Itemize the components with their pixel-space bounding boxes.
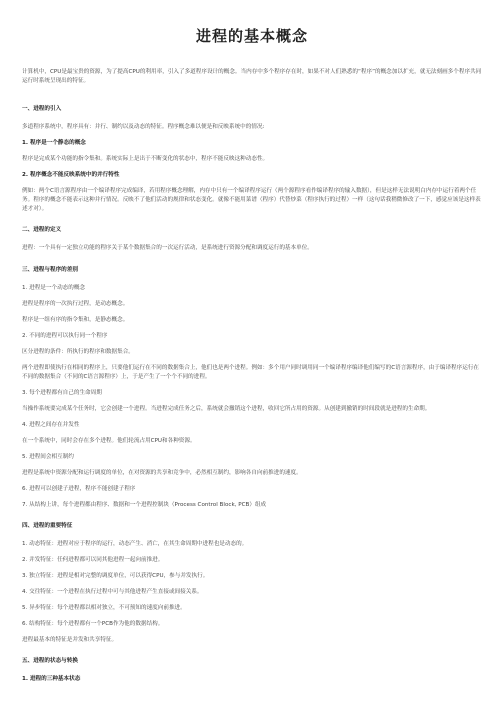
list-item: 3. 每个进程都有自己的生命周期 — [22, 390, 102, 396]
section-text: 进程：一个具有一定独立功能的程序关于某个数据集合的一次运行活动，是系统进行资源分配和调度运行的基本单位。 — [22, 245, 313, 251]
list-item: 进程是系统中资源分配和运行调度的单位，在对资源的共享和竞争中，必然相互制约，影响各自向前推进的速度。 — [22, 470, 302, 476]
section-process-vs-program — [22, 266, 482, 510]
section-heading: 三、进程与程序的差别 — [22, 267, 78, 273]
list-item: 4. 进程之间存在并发性 — [22, 422, 80, 428]
subsection-heading: 1. 程序是一个静态的概念 — [22, 140, 86, 146]
list-item: 进程是程序的一次执行过程，是动态概念。 — [22, 301, 129, 307]
subsection-text: 例如：两个C语言源程序由一个编译程序完成编译，若用程序概念理解，内存中只有一个编译程序运行（两个源程序看作编译程序的输入数据），但是这样无法说明白内存中运行着两个任务。程序的概念不能表示这种并行情况。反映不了他们活动的规律和状态变化。就像不能用菜谱（程序）代替炒菜（程序执行的过程）一样（这句话我稍微修改了一下，感觉应该是这样表述才对）。 — [22, 188, 481, 212]
section-process-definition — [22, 226, 482, 253]
section-heading: 一、进程的引入 — [22, 106, 62, 112]
list-item: 4. 交往特征：一个进程在执行过程中可与其他进程产生直接或间接关系。 — [22, 589, 203, 595]
section-process-introduction — [22, 105, 482, 214]
section-text: 多道程序系统中，程序具有：并行、制约以及动态的特征。程序概念难以便是和反映系统中的情况: — [22, 124, 265, 130]
subsection-heading: 1. 进程的三种基本状态 — [22, 676, 81, 682]
list-item: 6. 结构特征：每个进程都有一个PCB作为他的数据结构。 — [22, 621, 164, 627]
list-item: 2. 并发特征：任何进程都可以同其他进程一起向前推进。 — [22, 557, 164, 563]
list-item: 1. 动态特征：进程对应于程序的运行，动态产生、消亡，在其生命周期中进程也是动态的。 — [22, 541, 248, 547]
section-heading: 四、进程的重要特征 — [22, 523, 73, 529]
page-title: 进程的基本概念 — [195, 27, 308, 45]
list-item: 5. 进程间会相互制约 — [22, 454, 74, 460]
list-item: 5. 异步特征：每个进程都以相对独立，不可预知的速度向前推进。 — [22, 605, 186, 611]
list-item: 在一个系统中，同时会存在多个进程。他们轮流占用CPU和各种资源。 — [22, 438, 196, 444]
list-item: 2. 不同的进程可以执行同一个程序 — [22, 333, 108, 339]
list-item: 7. 从结构上讲，每个进程都由程序、数据和一个进程控制块（Process Control Block, PCB）组成 — [22, 502, 267, 508]
subsection-text: 程序是完成某个功能的指令集和。系统实际上是出于不断变化的状态中，程序不能反映这种动态性。 — [22, 156, 269, 162]
intro-paragraph: 计算机中，CPU是最宝贵的资源，为了提高CPU的利用率，引入了多道程序设计的概念。当内存中多个程序存在时，如果不对人们熟悉的“程序”的概念加以扩充，就无法刻画多个程序共同运行时系统呈现出的特征。 — [22, 69, 482, 84]
section-heading: 五、进程的状态与转换 — [22, 658, 78, 664]
list-item: 进程最基本的特征是并发和共享特征。 — [22, 637, 118, 643]
section-heading: 二、进程的定义 — [22, 227, 62, 233]
section-process-features — [22, 522, 482, 645]
list-item: 两个进程即使执行在相同的程序上，只要他们运行在不同的数据集合上，他们也是两个进程。例如：多个用户同时调用同一个编译程序编译他们编写的C语言源程序，由于编译程序运行在不同的数据集合（不同的C语言源程序）上，于是产生了一个个不同的进程。 — [22, 365, 480, 380]
list-item: 区分进程的条件：所执行的程序和数据集合。 — [22, 349, 134, 355]
list-item: 3. 独立特征：进程是相对完整的调度单位，可以获得CPU，参与并发执行。 — [22, 573, 209, 579]
list-item: 当操作系统要完成某个任务时，它会创建一个进程。当进程完成任务之后，系统就会撤销这个进程，收回它所占用的资源。从创建到撤销的时间段就是进程的生命期。 — [22, 406, 431, 412]
list-item: 1. 进程是一个动态的概念 — [22, 285, 86, 291]
section-process-states — [22, 657, 482, 684]
list-item: 6. 进程可以创建子进程，程序不能创建子程序 — [22, 486, 136, 492]
subsection-heading: 2. 程序概念不能反映系统中的并行特性 — [22, 172, 120, 178]
list-item: 程序是一组有序的指令集和，是静态概念。 — [22, 317, 129, 323]
